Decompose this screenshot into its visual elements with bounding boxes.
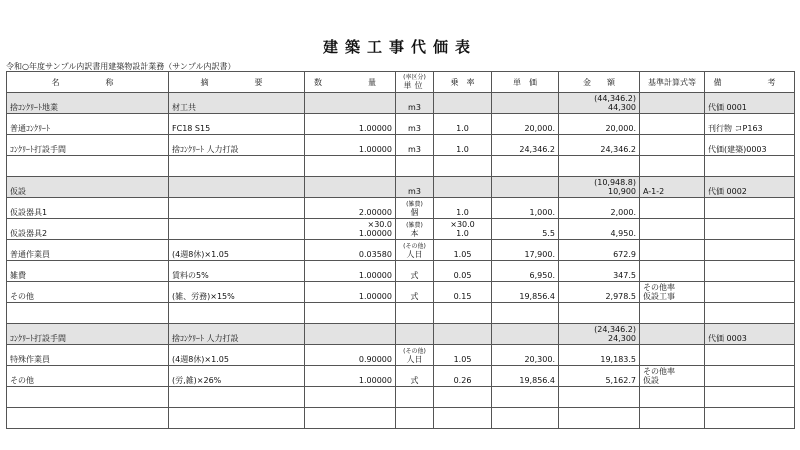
cell-unit-upper: (その他) xyxy=(403,243,426,250)
cell-price xyxy=(492,93,559,114)
cell-note xyxy=(705,219,795,240)
cell-unit-value: m3 xyxy=(408,145,421,154)
cell-price-value: 20,000. xyxy=(524,124,555,133)
cell-name-value: 普通作業員 xyxy=(10,250,50,259)
blank-cell xyxy=(434,387,492,408)
col-header-rate: 乗 率 xyxy=(434,72,492,93)
cell-summary xyxy=(169,135,305,156)
blank-cell xyxy=(7,156,169,177)
blank-cell xyxy=(7,303,169,324)
col-header-price: 単 価 xyxy=(492,72,559,93)
cell-basis-value: 仮設工事 xyxy=(643,292,675,301)
cell-quantity-value: 1.00000 xyxy=(358,292,392,301)
cell-rate xyxy=(434,114,492,135)
cell-unit xyxy=(396,324,434,345)
blank-cell xyxy=(640,303,705,324)
cell-price-value: 19,856.4 xyxy=(519,292,555,301)
cell-summary xyxy=(169,198,305,219)
cell-unit xyxy=(396,135,434,156)
cell-name xyxy=(7,219,169,240)
cell-rate xyxy=(434,198,492,219)
cell-name xyxy=(7,324,169,345)
col-header-summary: 摘 要 xyxy=(169,72,305,93)
cell-basis xyxy=(640,93,705,114)
cell-quantity xyxy=(305,240,396,261)
cell-unit-value: m3 xyxy=(408,103,421,112)
cell-note-value: 刊行物 コP163 xyxy=(708,124,763,133)
cell-basis-value: 仮設 xyxy=(643,376,659,385)
table-row xyxy=(7,114,795,135)
cell-summary-value: 捨ｺﾝｸﾘｰﾄ 人力打設 xyxy=(172,145,239,154)
blank-row xyxy=(7,387,795,408)
cell-amount xyxy=(559,198,640,219)
cell-rate-value: 1.05 xyxy=(453,355,472,364)
table-row xyxy=(7,366,795,387)
cell-name-value: 捨ｺﾝｸﾘｰﾄ地業 xyxy=(10,103,58,112)
blank-cell xyxy=(492,156,559,177)
blank-cell xyxy=(434,156,492,177)
cell-summary-value: 捨ｺﾝｸﾘｰﾄ 人力打設 xyxy=(172,334,239,343)
cell-quantity-value: 2.00000 xyxy=(358,208,392,217)
cell-quantity xyxy=(305,135,396,156)
cell-quantity-value: 1.00000 xyxy=(358,145,392,154)
blank-cell xyxy=(305,387,396,408)
cell-rate xyxy=(434,366,492,387)
cell-rate xyxy=(434,240,492,261)
blank-cell xyxy=(492,387,559,408)
cell-amount-upper: (10,948.8) xyxy=(594,178,636,187)
cell-quantity xyxy=(305,114,396,135)
cell-quantity xyxy=(305,261,396,282)
blank-cell xyxy=(169,387,305,408)
blank-cell xyxy=(169,408,305,429)
cell-rate xyxy=(434,345,492,366)
cell-summary xyxy=(169,240,305,261)
cell-amount-value: 24,300 xyxy=(608,334,636,343)
cell-unit xyxy=(396,93,434,114)
cell-unit xyxy=(396,345,434,366)
cell-price xyxy=(492,366,559,387)
blank-cell xyxy=(434,408,492,429)
cell-rate-value: 1.0 xyxy=(456,229,469,238)
cell-unit-upper: (雑費) xyxy=(406,201,423,208)
cell-summary xyxy=(169,219,305,240)
cell-unit xyxy=(396,114,434,135)
cell-price xyxy=(492,345,559,366)
cell-summary-value: (4週8休)×1.05 xyxy=(172,250,229,259)
blank-cell xyxy=(7,408,169,429)
cell-name-value: 仮設器具1 xyxy=(10,208,48,217)
cell-quantity xyxy=(305,198,396,219)
cell-amount xyxy=(559,261,640,282)
cell-rate xyxy=(434,261,492,282)
col-header-unit-top: (率区分) xyxy=(403,73,426,81)
cell-note-value: 代価 0002 xyxy=(708,187,747,196)
table-row xyxy=(7,198,795,219)
cell-summary-value: (雑、労務)×15% xyxy=(172,292,235,301)
cell-amount xyxy=(559,177,640,198)
cell-note-value: 代価(建築)0003 xyxy=(708,145,767,154)
cell-unit-value: 本 xyxy=(410,229,419,238)
cell-summary-value: 材工共 xyxy=(172,103,196,112)
cell-rate-value: 1.05 xyxy=(453,250,472,259)
cell-amount-upper: (44,346.2) xyxy=(594,94,636,103)
cell-rate xyxy=(434,177,492,198)
cell-summary xyxy=(169,324,305,345)
cell-note xyxy=(705,324,795,345)
cell-unit-upper: (雑費) xyxy=(406,222,423,229)
cell-summary-value: 賃料の5% xyxy=(172,271,209,280)
cell-quantity xyxy=(305,345,396,366)
blank-cell xyxy=(705,156,795,177)
cost-table xyxy=(6,71,795,429)
blank-cell xyxy=(492,303,559,324)
col-header-quantity: 数 量 xyxy=(305,72,396,93)
blank-cell xyxy=(434,303,492,324)
cell-unit xyxy=(396,366,434,387)
cell-quantity-value: 1.00000 xyxy=(358,376,392,385)
cell-price xyxy=(492,177,559,198)
cell-price xyxy=(492,240,559,261)
blank-cell xyxy=(396,303,434,324)
cell-basis xyxy=(640,177,705,198)
cell-note xyxy=(705,177,795,198)
cell-price-value: 6,950. xyxy=(529,271,555,280)
blank-row xyxy=(7,156,795,177)
cell-amount xyxy=(559,345,640,366)
cell-price xyxy=(492,198,559,219)
cell-quantity xyxy=(305,324,396,345)
cell-name-value: その他 xyxy=(10,376,34,385)
table-row xyxy=(7,135,795,156)
table-header-row xyxy=(7,72,795,93)
table-row xyxy=(7,219,795,240)
blank-cell xyxy=(640,408,705,429)
cell-unit xyxy=(396,261,434,282)
cell-price xyxy=(492,219,559,240)
cell-summary xyxy=(169,366,305,387)
cell-amount-value: 347.5 xyxy=(613,271,636,280)
cell-amount-value: 44,300 xyxy=(608,103,636,112)
cell-price xyxy=(492,114,559,135)
col-header-basis: 基準計算式等 xyxy=(640,72,705,93)
blank-row xyxy=(7,303,795,324)
cell-amount-value: 20,000. xyxy=(605,124,636,133)
cell-quantity-value: 1.00000 xyxy=(358,124,392,133)
cell-unit xyxy=(396,219,434,240)
cell-rate xyxy=(434,93,492,114)
cell-unit-value: m3 xyxy=(408,124,421,133)
cell-note xyxy=(705,93,795,114)
cell-amount xyxy=(559,240,640,261)
cell-amount-value: 4,950. xyxy=(610,229,636,238)
cell-name xyxy=(7,198,169,219)
cell-name-value: ｺﾝｸﾘｰﾄ打設手間 xyxy=(10,334,66,343)
cell-summary xyxy=(169,114,305,135)
blank-cell xyxy=(705,387,795,408)
cell-amount xyxy=(559,324,640,345)
blank-cell xyxy=(305,408,396,429)
table-row xyxy=(7,282,795,303)
cell-note xyxy=(705,135,795,156)
blank-cell xyxy=(559,156,640,177)
group-header-row xyxy=(7,177,795,198)
cell-name-value: 仮設器具2 xyxy=(10,229,48,238)
cell-rate-value: 0.26 xyxy=(453,376,472,385)
cell-basis xyxy=(640,219,705,240)
cell-summary xyxy=(169,93,305,114)
cell-name xyxy=(7,282,169,303)
page-title: 建築工事代価表 xyxy=(322,38,477,56)
cell-unit xyxy=(396,240,434,261)
cell-name-value: 雑費 xyxy=(10,271,26,280)
cell-amount xyxy=(559,282,640,303)
cell-basis xyxy=(640,114,705,135)
cell-quantity-value: 1.00000 xyxy=(358,229,392,238)
cell-summary xyxy=(169,177,305,198)
blank-cell xyxy=(640,156,705,177)
cell-basis xyxy=(640,366,705,387)
blank-cell xyxy=(396,387,434,408)
cell-unit-value: 個 xyxy=(410,208,419,217)
cell-price-value: 19,856.4 xyxy=(519,376,555,385)
cell-amount xyxy=(559,93,640,114)
cell-name xyxy=(7,345,169,366)
blank-cell xyxy=(169,303,305,324)
cell-basis xyxy=(640,198,705,219)
col-header-amount: 金 額 xyxy=(559,72,640,93)
cell-quantity-upper: ×30.0 xyxy=(367,220,392,229)
cell-unit-value: 式 xyxy=(410,292,419,301)
cell-rate-value: 1.0 xyxy=(456,208,469,217)
cell-basis xyxy=(640,282,705,303)
cell-unit-value: 人日 xyxy=(406,250,423,259)
cell-basis-value: A-1-2 xyxy=(643,187,665,196)
cell-name-value: 特殊作業員 xyxy=(10,355,50,364)
cell-name-value: ｺﾝｸﾘｰﾄ打設手間 xyxy=(10,145,66,154)
cell-unit-value: m3 xyxy=(408,187,421,196)
cell-summary xyxy=(169,345,305,366)
cell-summary-value: FC18 S15 xyxy=(172,124,211,133)
cell-rate-upper: ×30.0 xyxy=(450,220,475,229)
cell-note-value: 代価 0001 xyxy=(708,103,747,112)
blank-cell xyxy=(559,387,640,408)
blank-cell xyxy=(705,408,795,429)
cell-unit xyxy=(396,198,434,219)
project-subtitle: 令和○年度サンプル内訳書用建築物設計業務（サンプル内訳書） xyxy=(6,62,236,71)
cell-price xyxy=(492,135,559,156)
cell-rate-value: 1.0 xyxy=(456,124,469,133)
col-header-unit-label: 単位 xyxy=(403,80,426,90)
col-header-name: 名 称 xyxy=(7,72,169,93)
cell-basis xyxy=(640,135,705,156)
cell-name xyxy=(7,135,169,156)
cell-quantity xyxy=(305,366,396,387)
blank-cell xyxy=(396,156,434,177)
cell-unit-value: 式 xyxy=(410,376,419,385)
cell-name xyxy=(7,114,169,135)
cell-note xyxy=(705,345,795,366)
col-header-unit xyxy=(396,72,434,93)
group-header-row xyxy=(7,324,795,345)
cell-rate xyxy=(434,135,492,156)
blank-row xyxy=(7,408,795,429)
cell-amount xyxy=(559,366,640,387)
cell-amount-value: 24,346.2 xyxy=(600,145,636,154)
cell-amount xyxy=(559,135,640,156)
cell-basis xyxy=(640,345,705,366)
cell-basis xyxy=(640,240,705,261)
cell-quantity-value: 1.00000 xyxy=(358,271,392,280)
cell-name xyxy=(7,261,169,282)
cell-amount-upper: (24,346.2) xyxy=(594,325,636,334)
blank-cell xyxy=(640,387,705,408)
cell-price-value: 20,300. xyxy=(524,355,555,364)
cell-price xyxy=(492,261,559,282)
cell-amount-value: 10,900 xyxy=(608,187,636,196)
cell-rate-value: 1.0 xyxy=(456,145,469,154)
cell-unit xyxy=(396,177,434,198)
cell-name-value: 仮設 xyxy=(10,187,26,196)
cell-name-value: その他 xyxy=(10,292,34,301)
cell-note xyxy=(705,240,795,261)
cell-note xyxy=(705,282,795,303)
cell-basis xyxy=(640,324,705,345)
cell-price-value: 5.5 xyxy=(542,229,555,238)
cell-name xyxy=(7,240,169,261)
blank-cell xyxy=(559,408,640,429)
blank-cell xyxy=(305,156,396,177)
cell-quantity xyxy=(305,93,396,114)
cell-amount-value: 672.9 xyxy=(613,250,636,259)
cell-name xyxy=(7,366,169,387)
table-row xyxy=(7,261,795,282)
col-header-note: 備 考 xyxy=(705,72,795,93)
cell-summary xyxy=(169,261,305,282)
cell-amount xyxy=(559,219,640,240)
cell-unit-upper: (その他) xyxy=(403,348,426,355)
cell-amount xyxy=(559,114,640,135)
cell-rate-value: 0.15 xyxy=(453,292,472,301)
cell-basis-upper: その他率 xyxy=(643,367,675,376)
cell-price xyxy=(492,282,559,303)
table-row xyxy=(7,240,795,261)
cell-unit-value: 式 xyxy=(410,271,419,280)
cell-rate xyxy=(434,324,492,345)
blank-cell xyxy=(396,408,434,429)
cell-unit-value: 人日 xyxy=(406,355,423,364)
cell-name xyxy=(7,93,169,114)
cell-quantity xyxy=(305,219,396,240)
cell-summary xyxy=(169,282,305,303)
group-header-row xyxy=(7,93,795,114)
cell-rate xyxy=(434,219,492,240)
cell-quantity-value: 0.03580 xyxy=(358,250,392,259)
cell-basis xyxy=(640,261,705,282)
cell-unit xyxy=(396,282,434,303)
blank-cell xyxy=(492,408,559,429)
cell-summary-value: (労,雑)×26% xyxy=(172,376,222,385)
cell-price-value: 1,000. xyxy=(529,208,555,217)
cell-note xyxy=(705,114,795,135)
cell-price xyxy=(492,324,559,345)
cell-note xyxy=(705,198,795,219)
cell-quantity-value: 0.90000 xyxy=(358,355,392,364)
cell-basis-upper: その他率 xyxy=(643,283,675,292)
blank-cell xyxy=(705,303,795,324)
blank-cell xyxy=(169,156,305,177)
cell-price-value: 24,346.2 xyxy=(519,145,555,154)
cell-amount-value: 2,978.5 xyxy=(605,292,636,301)
cell-amount-value: 19,183.5 xyxy=(600,355,636,364)
cell-rate-value: 0.05 xyxy=(453,271,472,280)
cell-name xyxy=(7,177,169,198)
cell-amount-value: 2,000. xyxy=(610,208,636,217)
cell-rate xyxy=(434,282,492,303)
blank-cell xyxy=(7,387,169,408)
cell-quantity xyxy=(305,177,396,198)
cell-amount-value: 5,162.7 xyxy=(605,376,636,385)
blank-cell xyxy=(305,303,396,324)
table-row xyxy=(7,345,795,366)
cell-name-value: 普通ｺﾝｸﾘｰﾄ xyxy=(10,124,50,133)
cell-summary-value: (4週8休)×1.05 xyxy=(172,355,229,364)
cell-note xyxy=(705,261,795,282)
cell-quantity xyxy=(305,282,396,303)
blank-cell xyxy=(559,303,640,324)
table-body xyxy=(7,93,795,429)
cell-note-value: 代価 0003 xyxy=(708,334,747,343)
cell-note xyxy=(705,366,795,387)
cell-price-value: 17,900. xyxy=(524,250,555,259)
